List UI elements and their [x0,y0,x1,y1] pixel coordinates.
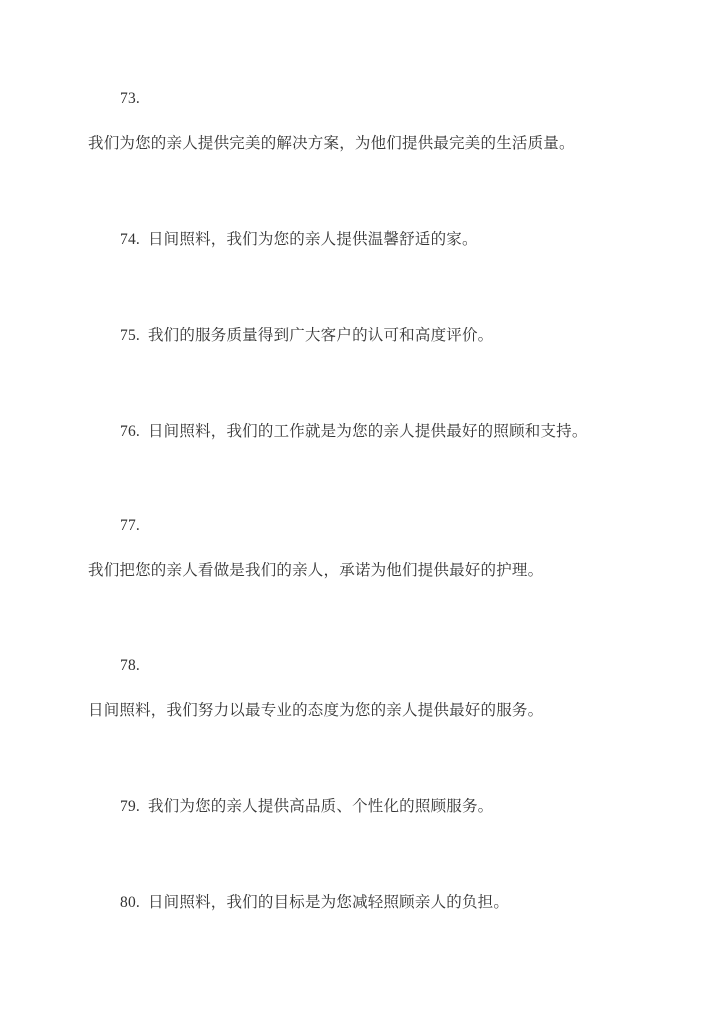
list-item-79 [120,796,493,817]
item-text-74: 日间照料，我们为您的亲人提供温馨舒适的家。 [147,230,478,248]
list-item-80 [120,892,509,913]
item-number-76: 76. [120,423,140,440]
item-number-77: 77. [120,517,140,534]
item-text-75: 我们的服务质量得到广大客户的认可和高度评价。 [147,326,494,344]
item-number-73: 73. [120,90,140,107]
item-text-78: 日间照料，我们努力以最专业的态度为您的亲人提供最好的服务。 [88,701,544,719]
list-item-76 [120,421,588,442]
item-text-80: 日间照料，我们的目标是为您减轻照顾亲人的负担。 [147,893,510,911]
item-number-80: 80. [120,894,140,911]
item-text-76: 日间照料，我们的工作就是为您的亲人提供最好的照顾和支持。 [147,422,588,440]
list-item-75 [120,325,493,346]
item-text-79: 我们为您的亲人提供高品质、个性化的照顾服务。 [147,797,494,815]
item-number-79: 79. [120,798,140,815]
item-text-73: 我们为您的亲人提供完美的解决方案，为他们提供最完美的生活质量。 [88,134,575,152]
item-number-74: 74. [120,231,140,248]
item-number-78: 78. [120,657,140,674]
list-item-74 [120,229,478,250]
item-number-75: 75. [120,327,140,344]
item-text-77: 我们把您的亲人看做是我们的亲人，承诺为他们提供最好的护理。 [88,561,544,579]
